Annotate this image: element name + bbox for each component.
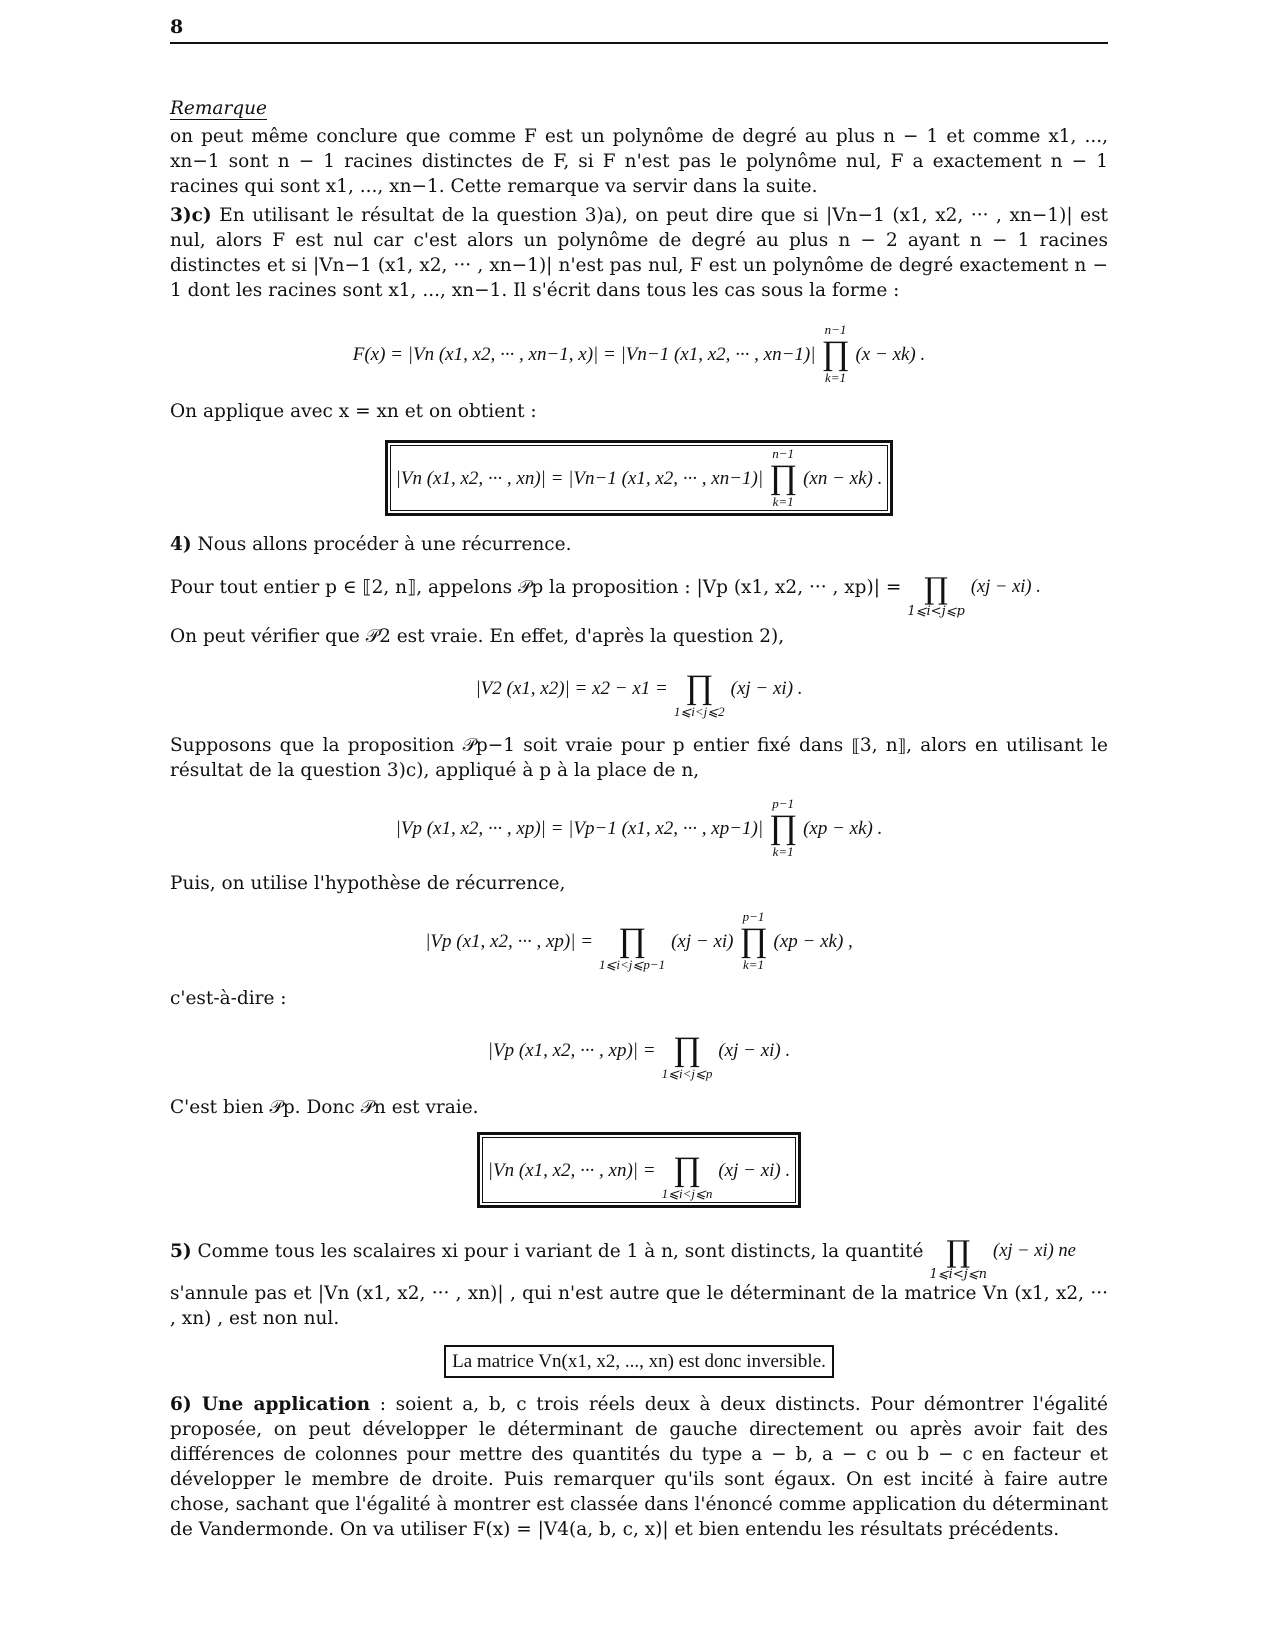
product-k [769, 447, 797, 509]
product-symbol: ∏ [672, 1031, 701, 1068]
product-ij [662, 1019, 713, 1081]
product-k [769, 797, 797, 859]
equation-recurrence [170, 910, 1108, 972]
boxed-equation-3c [385, 440, 894, 516]
product-symbol: ∏ [672, 1151, 701, 1188]
equation-Vp-right: (xp − xk) . [803, 817, 883, 839]
question-5-text-b: (xj − xi) ne [993, 1241, 1076, 1261]
product-lower-limit: k=1 [742, 957, 765, 972]
question-4-intro-text: Nous allons procéder à une récurrence. [197, 534, 572, 555]
equation-rec-mid: (xj − xi) [671, 930, 734, 952]
product-upper-limit: p−1 [772, 796, 794, 811]
product-ij [674, 657, 725, 719]
product-symbol: ∏ [924, 572, 949, 607]
check-text: On peut vérifier que 𝒫2 est vraie. En effet, d'après la question 2), [170, 626, 785, 647]
equation-final-Vp [170, 1019, 1108, 1081]
question-5-line [170, 1222, 1108, 1281]
question-4-intro [170, 532, 1108, 557]
boxed-result-5 [170, 1345, 1108, 1378]
equation-F-of-x [170, 323, 1108, 385]
question-4-label: 4) [170, 534, 192, 555]
equation-F-right: (x − xk) . [855, 343, 926, 365]
page-content [170, 96, 1108, 1542]
product-symbol: ∏ [685, 669, 714, 706]
equation-V2-right: (xj − xi) . [730, 677, 803, 699]
product-lower-limit: 1⩽i<j⩽p [661, 1066, 713, 1081]
question-5-text-a: Comme tous les scalaires xi pour i variant de 1 à n, sont distincts, la quantité [197, 1241, 924, 1262]
equation-rec-right: (xp − xk) , [773, 930, 853, 952]
suppose-text: Supposons que la proposition 𝒫p−1 soit vraie pour p entier fixé dans ⟦3, n⟧, alors en utilisant le résultat de la question 3)c), appliqué à p à la place de n, [170, 735, 1108, 781]
proposition-right: (xj − xi) . [970, 577, 1041, 597]
product-lower-limit: 1⩽i<j⩽2 [673, 704, 725, 719]
equation-Vp [170, 797, 1108, 859]
question-3c-paragraph [170, 203, 1108, 303]
product-lower-limit: 1⩽i<j⩽n [929, 1267, 988, 1282]
hypothesis-text: Puis, on utilise l'hypothèse de récurrence, [170, 873, 566, 894]
boxed-equation-4 [477, 1132, 802, 1208]
boxed-3c-right: (xn − xk) . [803, 467, 883, 489]
product-lower-limit: k=1 [772, 844, 794, 859]
product-symbol: ∏ [821, 335, 850, 372]
product-symbol: ∏ [946, 1235, 971, 1270]
boxed-result-4 [170, 1132, 1108, 1208]
equation-rec-left: |Vp (x1, x2, ··· , xp)| = [425, 930, 594, 952]
question-5-label: 5) [170, 1241, 192, 1262]
cest-text: c'est-à-dire : [170, 988, 287, 1009]
product-lower-limit: k=1 [772, 494, 794, 509]
product-symbol: ∏ [769, 809, 798, 846]
boxed-4-right: (xj − xi) . [718, 1159, 791, 1181]
product-symbol: ∏ [739, 922, 768, 959]
product-ij [907, 572, 965, 619]
product-k [740, 910, 768, 972]
boxed-3c-left: |Vn (x1, x2, ··· , xn)| = |Vn−1 (x1, x2, ··· , xn−1)| [395, 467, 764, 489]
equation-final-right: (xj − xi) . [718, 1039, 791, 1061]
product-ij [929, 1235, 988, 1282]
product-lower-limit: 1⩽i<j⩽n [661, 1186, 713, 1201]
remark-title: Remarque [170, 98, 267, 119]
question-5-text-c: s'annule pas et |Vn (x1, x2, ··· , xn)| , qui n'est autre que le déterminant de la matrice Vn (x1, x2, ··· , xn) , est non nul. [170, 1283, 1108, 1329]
remark-text: on peut même conclure que comme F est un polynôme de degré au plus n − 1 et comme x1, ..., xn−1 sont n − 1 racines distinctes de F, si F n'est pas le polynôme nul, F a exactement n − 1 racines qui sont x1, ..., xn−1. Cette remarque va servir dans la suite. [170, 126, 1108, 197]
page-number: 8 [170, 16, 184, 38]
conclude-text: C'est bien 𝒫p. Donc 𝒫n est vraie. [170, 1097, 479, 1118]
equation-F-left: F(x) = |Vn (x1, x2, ··· , xn−1, x)| = |Vn−1 (x1, x2, ··· , xn−1)| [352, 343, 816, 365]
proposition-text: Pour tout entier p ∈ ⟦2, n⟧, appelons 𝒫p la proposition : |Vp (x1, x2, ··· , xp)| = [170, 577, 902, 598]
question-3c-label: 3)c) [170, 205, 212, 226]
boxed-invertible-statement: La matrice Vn(x1, x2, ..., xn) est donc inversible. [444, 1345, 834, 1378]
product-lower-limit: k=1 [824, 370, 846, 385]
product-upper-limit: p−1 [742, 909, 765, 924]
question-6-paragraph [170, 1392, 1108, 1542]
equation-V2-left: |V2 (x1, x2)| = x2 − x1 = [475, 677, 668, 699]
equation-final-left: |Vp (x1, x2, ··· , xp)| = [487, 1039, 656, 1061]
product-upper-limit: n−1 [772, 446, 794, 461]
page-header [170, 16, 1108, 44]
question-6-text: : soient a, b, c trois réels deux à deux distincts. Pour démontrer l'égalité proposée, on peut développer le déterminant de gauche directement ou après avoir fait des différences de colonnes pour mettre des quantités du type a − b, a − c ou b − c en facteur et développer le membre de droite. Puis remarquer qu'ils sont égaux. On est incité à faire autre chose, sachant que l'égalité à montrer est classée dans l'énoncé comme application du déterminant de Vandermonde. On va utiliser F(x) = |V4(a, b, c, x)| et bien entendu les résultats précédents. [170, 1394, 1108, 1540]
product-symbol: ∏ [618, 922, 647, 959]
apply-text: On applique avec x = xn et on obtient : [170, 401, 537, 422]
boxed-4-left: |Vn (x1, x2, ··· , xn)| = [487, 1159, 656, 1181]
product-ij [599, 910, 665, 972]
equation-Vp-left: |Vp (x1, x2, ··· , xp)| = |Vp−1 (x1, x2, ··· , xp−1)| [395, 817, 764, 839]
product-lower-limit: 1⩽i<j⩽p−1 [599, 957, 666, 972]
product-ij [662, 1139, 713, 1201]
remark-block [170, 96, 1108, 199]
question-6-label: 6) Une application [170, 1394, 371, 1415]
question-3c-text: En utilisant le résultat de la question 3)a), on peut dire que si |Vn−1 (x1, x2, ··· , xn−1)| est nul, alors F est nul car c'est alors un polynôme de degré au plus n − 2 ayant n − 1 racines distinctes et si |Vn−1 (x1, x2, ··· , xn−1)| n'est pas nul, F est un polynôme de degré exactement n − 1 dont les racines sont x1, ..., xn−1. Il s'écrit dans tous les cas sous la forme : [170, 205, 1108, 301]
product-lower-limit: 1⩽i<j⩽p [907, 604, 965, 619]
product-symbol: ∏ [769, 459, 798, 496]
product-upper-limit: n−1 [824, 322, 847, 337]
equation-V2 [170, 657, 1108, 719]
boxed-result-3c [170, 440, 1108, 516]
product-k [821, 323, 849, 385]
proposition-line [170, 557, 1108, 618]
